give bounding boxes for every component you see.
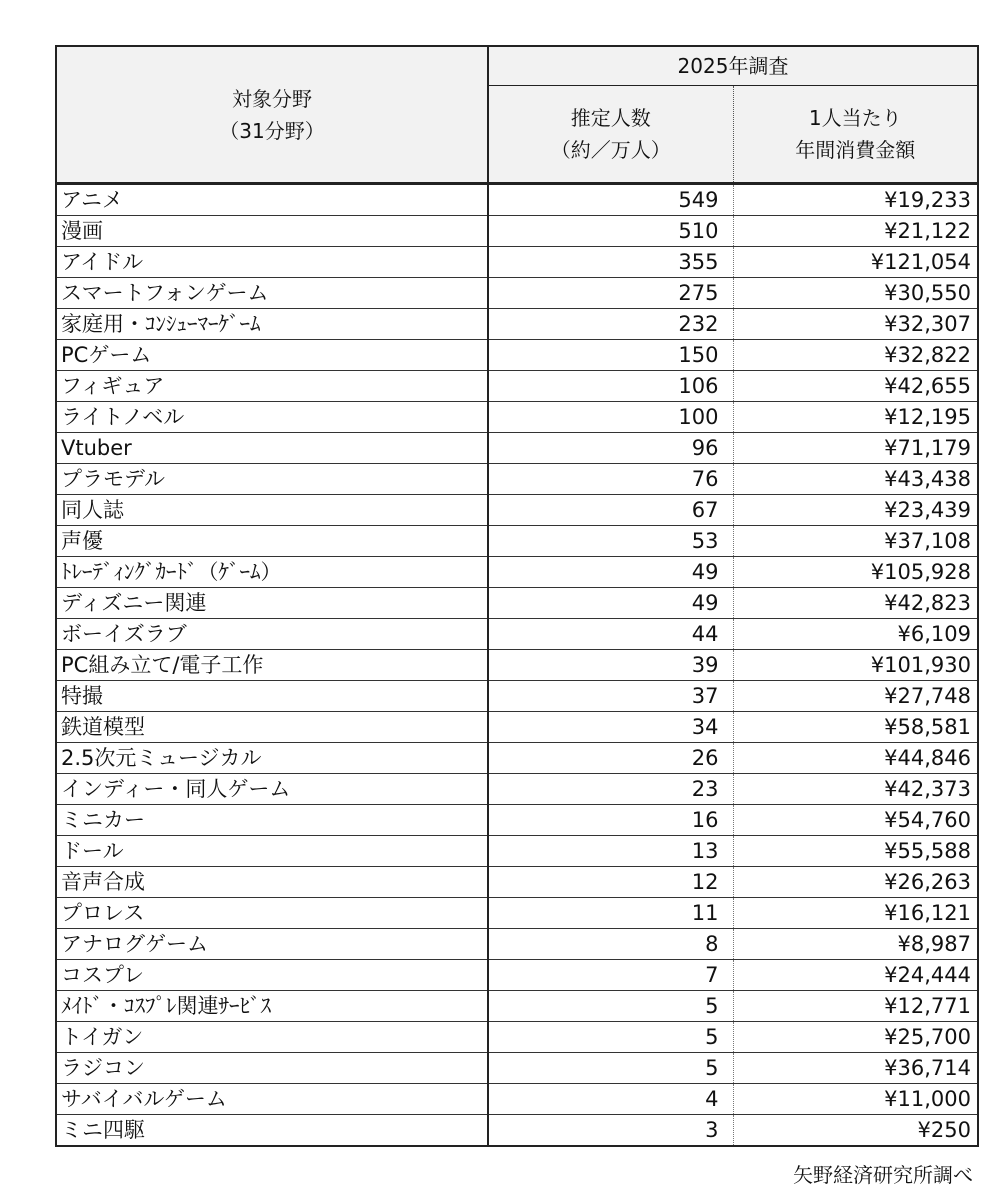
category-name-cell: ボーイズラブ (56, 619, 488, 650)
annual-spend-cell: ¥43,438 (733, 464, 978, 495)
estimated-count-cell: 11 (488, 898, 733, 929)
spend-header-line1: 1人当たり (808, 106, 902, 130)
category-name-cell: 声優 (56, 526, 488, 557)
category-name-cell: ミニカー (56, 805, 488, 836)
category-name-cell: トイガン (56, 1022, 488, 1053)
table-row (56, 464, 978, 495)
category-name-cell: PCゲーム (56, 340, 488, 371)
category-name-cell: ラジコン (56, 1053, 488, 1084)
estimated-count-cell: 150 (488, 340, 733, 371)
annual-spend-cell: ¥19,233 (733, 184, 978, 216)
table-row (56, 433, 978, 464)
annual-spend-cell: ¥8,987 (733, 929, 978, 960)
annual-spend-cell: ¥58,581 (733, 712, 978, 743)
table-row (56, 1084, 978, 1115)
category-name-cell: インディー・同人ゲーム (56, 774, 488, 805)
category-header (56, 46, 488, 184)
annual-spend-cell: ¥27,748 (733, 681, 978, 712)
annual-spend-cell: ¥11,000 (733, 1084, 978, 1115)
table-row (56, 898, 978, 929)
category-name-cell: ライトノベル (56, 402, 488, 433)
estimated-count-cell: 49 (488, 557, 733, 588)
table-row (56, 929, 978, 960)
category-name-cell: ﾄﾚｰﾃﾞｨﾝｸﾞｶｰﾄﾞ（ｹﾞｰﾑ） (56, 557, 488, 588)
category-name-cell: コスプレ (56, 960, 488, 991)
table-row (56, 495, 978, 526)
year-header: 2025年調査 (488, 46, 978, 86)
annual-spend-cell: ¥24,444 (733, 960, 978, 991)
estimated-count-cell: 106 (488, 371, 733, 402)
annual-spend-header (733, 86, 978, 184)
annual-spend-cell: ¥42,823 (733, 588, 978, 619)
annual-spend-cell: ¥54,760 (733, 805, 978, 836)
estimated-count-cell: 7 (488, 960, 733, 991)
annual-spend-cell: ¥25,700 (733, 1022, 978, 1053)
estimated-count-cell: 549 (488, 184, 733, 216)
category-name-cell: プラモデル (56, 464, 488, 495)
count-header-line2: （約／万人） (550, 138, 671, 162)
category-name-cell: PC組み立て/電子工作 (56, 650, 488, 681)
estimated-count-header (488, 86, 733, 184)
survey-table-container (55, 45, 977, 1147)
table-row (56, 712, 978, 743)
estimated-count-cell: 44 (488, 619, 733, 650)
otaku-market-survey-table (55, 45, 979, 1147)
estimated-count-cell: 76 (488, 464, 733, 495)
annual-spend-cell: ¥105,928 (733, 557, 978, 588)
annual-spend-cell: ¥12,195 (733, 402, 978, 433)
category-name-cell: プロレス (56, 898, 488, 929)
annual-spend-cell: ¥55,588 (733, 836, 978, 867)
estimated-count-cell: 12 (488, 867, 733, 898)
spend-header-line2: 年間消費金額 (795, 138, 916, 162)
annual-spend-cell: ¥23,439 (733, 495, 978, 526)
category-name-cell: サバイバルゲーム (56, 1084, 488, 1115)
table-row (56, 619, 978, 650)
table-row (56, 960, 978, 991)
table-row (56, 867, 978, 898)
header-row-top (56, 46, 978, 86)
table-row (56, 1022, 978, 1053)
annual-spend-cell: ¥12,771 (733, 991, 978, 1022)
estimated-count-cell: 16 (488, 805, 733, 836)
table-row (56, 340, 978, 371)
table-row (56, 278, 978, 309)
estimated-count-cell: 26 (488, 743, 733, 774)
estimated-count-cell: 37 (488, 681, 733, 712)
category-name-cell: ディズニー関連 (56, 588, 488, 619)
estimated-count-cell: 100 (488, 402, 733, 433)
table-row (56, 557, 978, 588)
table-header (56, 46, 978, 184)
count-header-line1: 推定人数 (570, 106, 651, 130)
estimated-count-cell: 5 (488, 1053, 733, 1084)
annual-spend-cell: ¥42,373 (733, 774, 978, 805)
table-body (56, 184, 978, 1147)
category-name-cell: 同人誌 (56, 495, 488, 526)
annual-spend-cell: ¥30,550 (733, 278, 978, 309)
table-row (56, 681, 978, 712)
estimated-count-cell: 67 (488, 495, 733, 526)
estimated-count-cell: 5 (488, 1022, 733, 1053)
category-name-cell: ﾒｲﾄﾞ・ｺｽﾌﾟﾚ関連ｻｰﾋﾞｽ (56, 991, 488, 1022)
estimated-count-cell: 510 (488, 216, 733, 247)
table-row (56, 247, 978, 278)
category-name-cell: 音声合成 (56, 867, 488, 898)
table-row (56, 371, 978, 402)
annual-spend-cell: ¥44,846 (733, 743, 978, 774)
category-header-line2: （31分野） (219, 118, 325, 143)
table-row (56, 588, 978, 619)
category-name-cell: アナログゲーム (56, 929, 488, 960)
table-row (56, 526, 978, 557)
table-row (56, 216, 978, 247)
estimated-count-cell: 8 (488, 929, 733, 960)
category-name-cell: 2.5次元ミュージカル (56, 743, 488, 774)
annual-spend-cell: ¥37,108 (733, 526, 978, 557)
table-row (56, 309, 978, 340)
estimated-count-cell: 23 (488, 774, 733, 805)
category-name-cell: 特撮 (56, 681, 488, 712)
estimated-count-cell: 232 (488, 309, 733, 340)
estimated-count-cell: 53 (488, 526, 733, 557)
category-name-cell: スマートフォンゲーム (56, 278, 488, 309)
estimated-count-cell: 3 (488, 1115, 733, 1147)
annual-spend-cell: ¥121,054 (733, 247, 978, 278)
category-name-cell: ミニ四駆 (56, 1115, 488, 1147)
category-name-cell: 鉄道模型 (56, 712, 488, 743)
table-row (56, 991, 978, 1022)
table-row (56, 1115, 978, 1147)
category-name-cell: 漫画 (56, 216, 488, 247)
table-row (56, 1053, 978, 1084)
category-name-cell: ドール (56, 836, 488, 867)
annual-spend-cell: ¥250 (733, 1115, 978, 1147)
annual-spend-cell: ¥101,930 (733, 650, 978, 681)
estimated-count-cell: 355 (488, 247, 733, 278)
annual-spend-cell: ¥42,655 (733, 371, 978, 402)
category-header-line1: 対象分野 (232, 86, 312, 111)
table-row (56, 402, 978, 433)
annual-spend-cell: ¥71,179 (733, 433, 978, 464)
category-name-cell: アイドル (56, 247, 488, 278)
table-row (56, 743, 978, 774)
estimated-count-cell: 49 (488, 588, 733, 619)
category-name-cell: Vtuber (56, 433, 488, 464)
table-row (56, 774, 978, 805)
source-note: 矢野経済研究所調べ (793, 1163, 973, 1187)
estimated-count-cell: 4 (488, 1084, 733, 1115)
estimated-count-cell: 5 (488, 991, 733, 1022)
estimated-count-cell: 275 (488, 278, 733, 309)
annual-spend-cell: ¥6,109 (733, 619, 978, 650)
category-name-cell: アニメ (56, 184, 488, 216)
estimated-count-cell: 13 (488, 836, 733, 867)
table-row (56, 650, 978, 681)
estimated-count-cell: 96 (488, 433, 733, 464)
annual-spend-cell: ¥21,122 (733, 216, 978, 247)
table-row (56, 836, 978, 867)
annual-spend-cell: ¥16,121 (733, 898, 978, 929)
annual-spend-cell: ¥32,307 (733, 309, 978, 340)
table-row (56, 184, 978, 216)
annual-spend-cell: ¥26,263 (733, 867, 978, 898)
estimated-count-cell: 34 (488, 712, 733, 743)
category-name-cell: 家庭用・ｺﾝｼｭｰﾏｰｹﾞｰﾑ (56, 309, 488, 340)
table-row (56, 805, 978, 836)
annual-spend-cell: ¥32,822 (733, 340, 978, 371)
category-name-cell: フィギュア (56, 371, 488, 402)
annual-spend-cell: ¥36,714 (733, 1053, 978, 1084)
estimated-count-cell: 39 (488, 650, 733, 681)
